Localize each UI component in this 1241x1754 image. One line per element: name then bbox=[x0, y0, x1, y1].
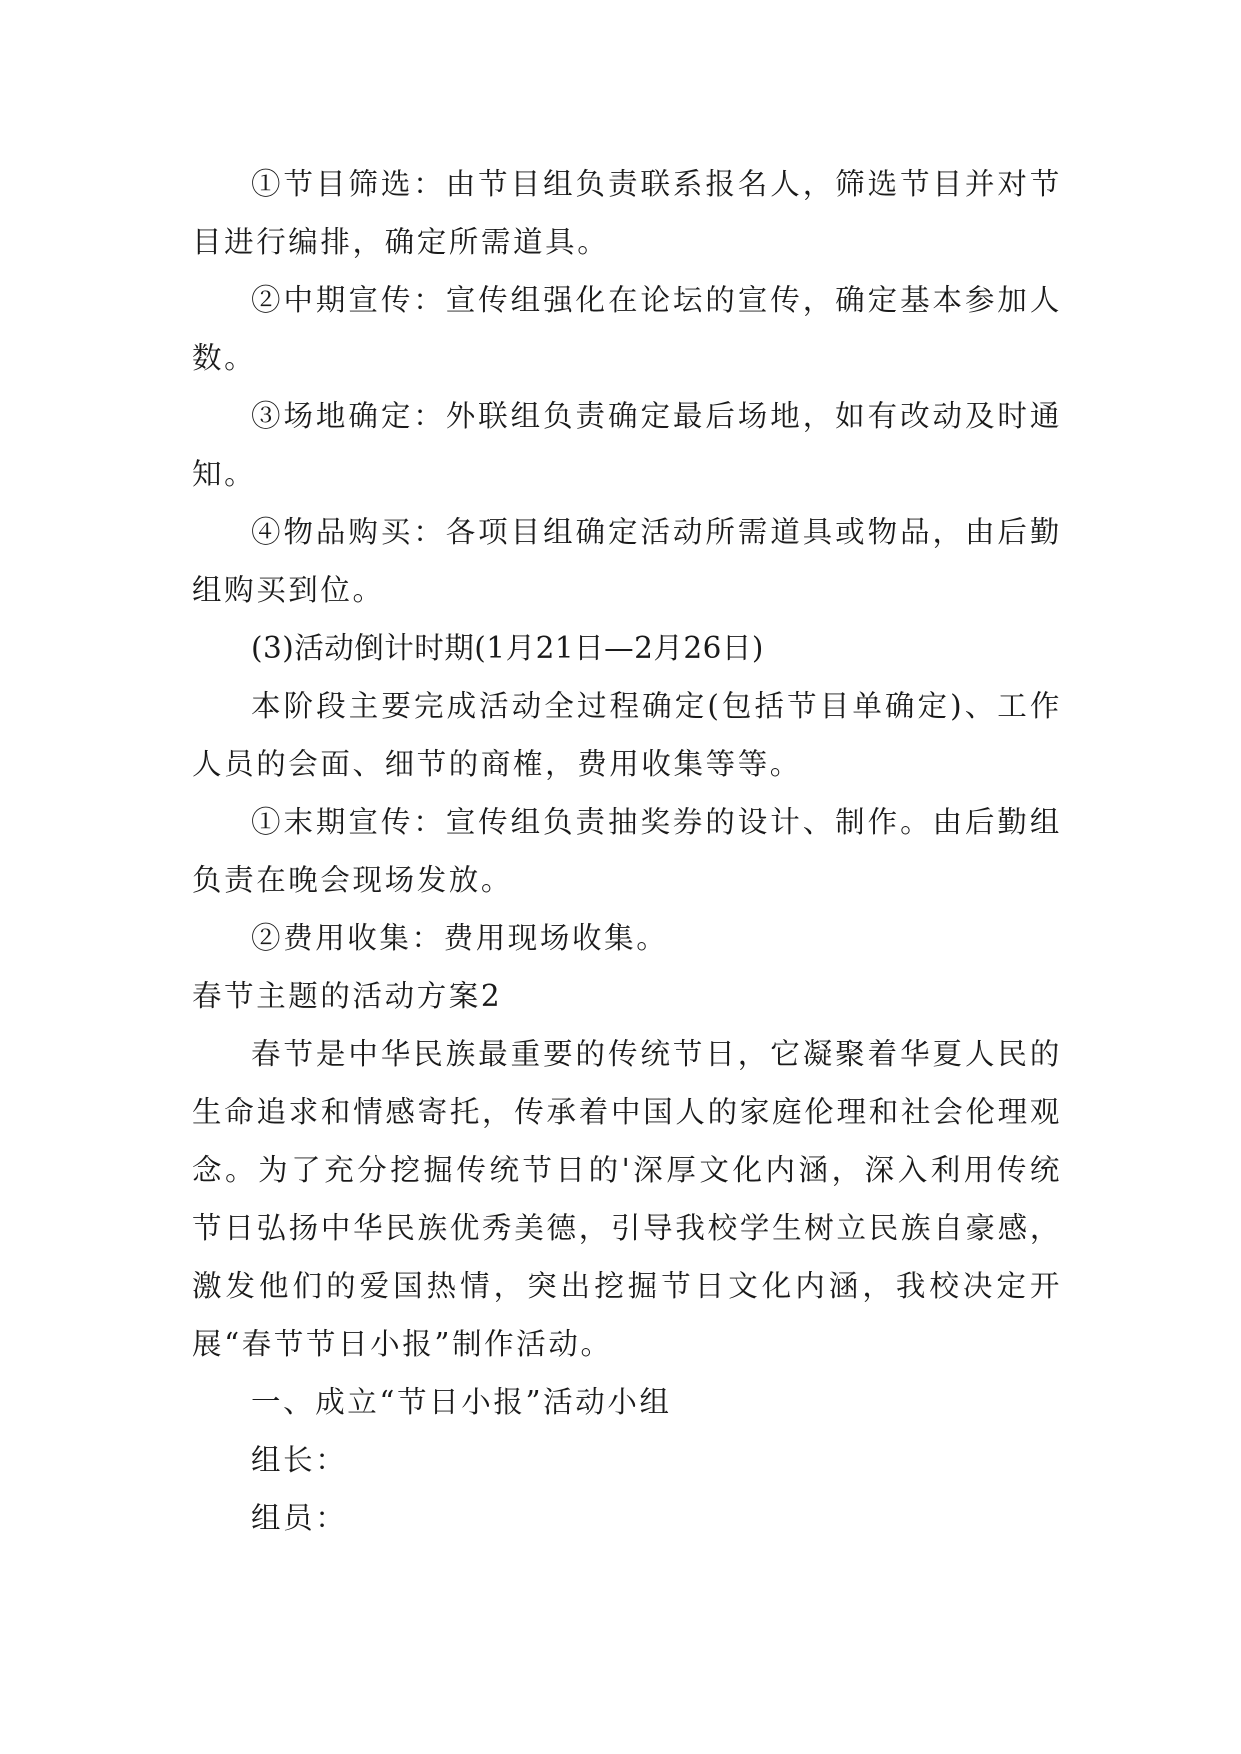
paragraph-group-members: 组员： bbox=[251, 1501, 348, 1535]
paragraph-spring-festival-intro: 春节是中华民族最重要的传统节日，它凝聚着华夏人民的生命追求和情感寄托，传承着中国人的家庭伦理和社会伦理观念。为了充分挖掘传统节日的'深厚文化内涵，深入利用传统节日弘扬中华民族优秀美德，引导我校学生树立民族自豪感，激发他们的爱国热情，突出挖掘节日文化内涵，我校决定开展“春节节日小报”制作活动。 bbox=[192, 1037, 1062, 1361]
paragraph-countdown-period: (3)活动倒计时期(1月21日—2月26日) bbox=[251, 631, 764, 665]
paragraph-group-leader: 组长： bbox=[251, 1443, 348, 1477]
paragraph-stage-summary: 本阶段主要完成活动全过程确定(包括节目单确定)、工作人员的会面、细节的商榷，费用收集等等。 bbox=[192, 689, 1062, 781]
section-heading: 春节主题的活动方案2 bbox=[192, 979, 503, 1013]
paragraph-fee-collection: ②费用收集：费用现场收集。 bbox=[251, 921, 669, 955]
paragraph-activity-group: 一、成立“节日小报”活动小组 bbox=[251, 1385, 672, 1419]
paragraph-item-purchase: ④物品购买：各项目组确定活动所需道具或物品，由后勤组购买到位。 bbox=[192, 515, 1062, 607]
paragraph-program-selection: ①节目筛选：由节目组负责联系报名人，筛选节目并对节目进行编排，确定所需道具。 bbox=[192, 167, 1062, 259]
paragraph-venue-confirmation: ③场地确定：外联组负责确定最后场地，如有改动及时通知。 bbox=[192, 399, 1062, 491]
document-body bbox=[192, 155, 1062, 1547]
paragraph-final-promotion: ①末期宣传：宣传组负责抽奖券的设计、制作。由后勤组负责在晚会现场发放。 bbox=[192, 805, 1062, 897]
paragraph-midterm-promotion: ②中期宣传：宣传组强化在论坛的宣传，确定基本参加人数。 bbox=[192, 283, 1062, 375]
